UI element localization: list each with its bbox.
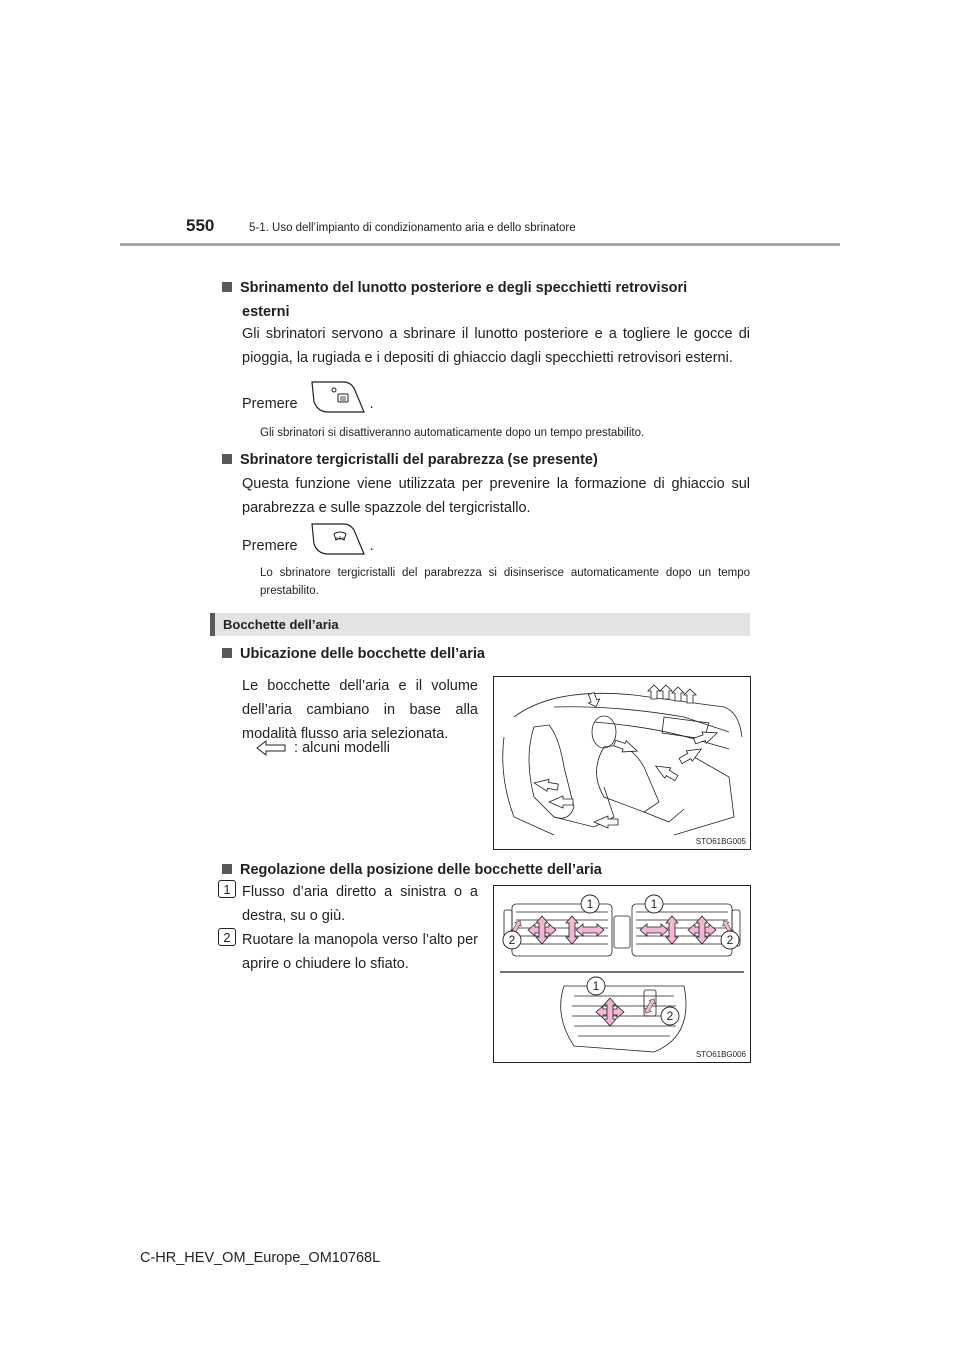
vent-adjust-heading <box>222 858 750 882</box>
square-bullet-icon <box>222 648 232 658</box>
item-number-2: 2 <box>218 928 236 946</box>
section-accent <box>210 613 215 636</box>
vent-adjust-illustration <box>494 886 750 1062</box>
wiper-body: Questa funzione viene utilizzata per prevenire la formazione di ghiaccio sul parabrezza e sulle spazzole del tergicristallo. <box>242 476 750 516</box>
defog-mirrors-block <box>222 276 750 324</box>
arrow-left-icon <box>256 739 286 757</box>
vent-adjust-item-1: Flusso d’aria diretto a sinistra o a destra, su o giù. <box>242 884 478 924</box>
item-number-1: 1 <box>218 880 236 898</box>
defog-press-suffix: . <box>369 395 374 412</box>
wiper-note: Lo sbrinatore tergicristalli del parabrezza si disinserisce automaticamente dopo un tempo prestabilito. <box>260 567 750 597</box>
vent-location-body: Le bocchette dell’aria e il volume dell’aria cambiano in base alla modalità flusso aria selezionata. <box>242 678 478 742</box>
wiper-heading-text: Sbrinatore tergicristalli del parabrezza (se presente) <box>240 452 598 468</box>
vent-legend <box>256 736 486 760</box>
defog-note: Gli sbrinatori si disattiveranno automaticamente dopo un tempo prestabilito. <box>260 427 645 439</box>
square-bullet-icon <box>222 282 232 292</box>
vent-adjust-figure <box>493 885 751 1063</box>
page-number: 550 <box>186 216 215 235</box>
callout-label: 1 <box>650 897 658 911</box>
defog-heading <box>222 276 750 300</box>
running-head: 5-1. Uso dell’impianto di condizionamento aria e dello sbrinatore <box>249 222 576 234</box>
callout-label: 2 <box>726 933 734 947</box>
wiper-heading <box>222 448 750 472</box>
defog-body: Gli sbrinatori servono a sbrinare il lunotto posteriore e a togliere le gocce di pioggia, la rugiada e i depositi di ghiaccio dagli specchietti retrovisori esterni. <box>242 326 750 366</box>
square-bullet-icon <box>222 864 232 874</box>
wiper-press-line <box>242 522 642 556</box>
callout-label: 2 <box>508 933 516 947</box>
vent-adjust-item-2: Ruotare la manopola verso l’alto per aprire o chiudere lo sfiato. <box>242 932 478 972</box>
defog-press-line <box>242 380 642 414</box>
defog-heading-line1: Sbrinamento del lunotto posteriore e degli specchietti retrovisori <box>240 280 688 296</box>
rear-defogger-button-icon <box>308 380 366 414</box>
callout-label: 2 <box>666 1009 674 1023</box>
wiper-deicer-button-icon <box>308 522 366 556</box>
header-rule <box>120 243 840 246</box>
vent-location-figure <box>493 676 751 850</box>
car-interior-illustration <box>494 677 750 837</box>
section-title: Bocchette dell’aria <box>223 617 339 632</box>
callout-label: 1 <box>592 979 600 993</box>
square-bullet-icon <box>222 454 232 464</box>
defog-press-label: Premere <box>242 395 298 412</box>
wiper-press-suffix: . <box>369 537 374 554</box>
defog-heading-line2: esterni <box>242 304 290 320</box>
footer-doc-id: C-HR_HEV_OM_Europe_OM10768L <box>140 1250 381 1266</box>
figure-code: STO61BG005 <box>695 837 746 846</box>
wiper-press-label: Premere <box>242 537 298 554</box>
vent-legend-text: : alcuni modelli <box>294 740 390 756</box>
vent-location-heading-text: Ubicazione delle bocchette dell’aria <box>240 646 485 662</box>
section-header <box>210 613 750 636</box>
figure-code: STO61BG006 <box>695 1050 746 1059</box>
callout-label: 1 <box>586 897 594 911</box>
vent-adjust-heading-text: Regolazione della posizione delle bocchette dell’aria <box>240 862 602 878</box>
vent-location-heading <box>222 642 750 666</box>
